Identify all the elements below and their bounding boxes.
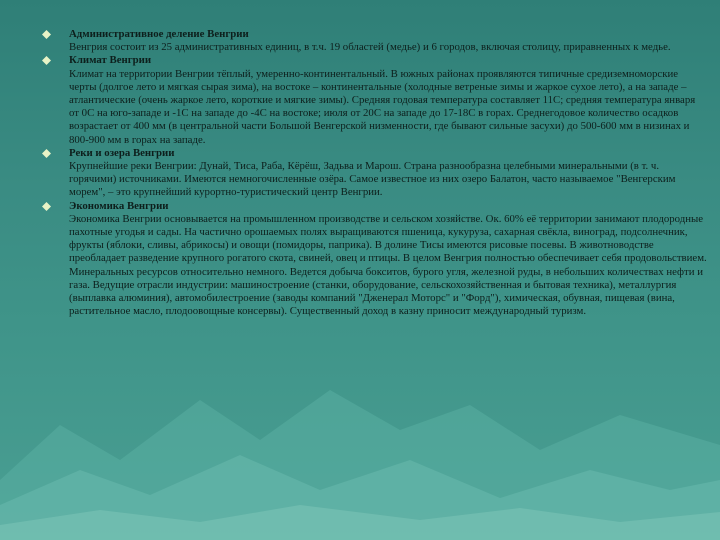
slide-content (42, 28, 707, 318)
section-administrative (42, 28, 707, 54)
section-text: Венгрия состоит из 25 административных единиц, в т.ч. 19 областей (медье) и 6 городов, включая столицу, приравненных к медье. (69, 41, 671, 54)
section-rivers-lakes (42, 147, 707, 200)
background-mountains (0, 330, 720, 540)
diamond-bullet-icon (42, 202, 51, 211)
section-economy (42, 200, 707, 319)
section-text: Крупнейшие реки Венгрии: Дунай, Тиса, Раба, Кёрёш, Задьва и Марош. Страна разнообразна целебными минеральными (в т. ч. горячими) источниками. Имеются немногочисленные озёра. Самое известное из них озеро Балатон, часто называемое "Венгерским морем", – это крупнейший курортно-туристический центр Венгрии. (69, 160, 676, 199)
section-text: Климат на территории Венгрии тёплый, умеренно-континентальный. В южных районах проявляются типичные средиземноморские черты (долгое лето и мягкая сырая зима), на востоке – континентальные (холодные ветреные зимы и жаркое сухое лето), а на западе – атлантические (очень жаркое лето, короткие и мягкие зимы). Средняя годовая температура составляет 11С; средняя температура января от 0С на юго-западе и -1С на западе до -4С на востоке; июля от 20С на западе до 17-18С в горах. Среднегодовое количество осадков возрастает от 400 мм (в центральной части Большой Венгерской низменности, где бывают сильные засухи) до 500-600 мм в низинах и 800-900 мм в горах на западе. (69, 67, 696, 146)
diamond-bullet-icon (42, 30, 51, 39)
section-heading: Административное деление Венгрии (69, 28, 249, 40)
section-text: Экономика Венгрии основывается на промышленном производстве и сельском хозяйстве. Ок. 60% её территории занимают плодородные пахотные угодья и сады. На частично орошаемых полях выращиваются пшеница, кукуруза, сахарная свёкла, виноград, подсолнечник, фрукты (яблоки, сливы, абрикосы) и овощи (помидоры, паприка). В долине Тисы имеются рисовые посевы. В животноводстве преобладает разведение крупного рогатого скота, свиней, овец и птицы. В целом Венгрия полностью обеспечивает себя продовольствием. Минеральных ресурсов относительно немного. Ведется добыча бокситов, бурого угля, железной руды, в небольших количествах нефти и газа. Ведущие отрасли индустрии: машиностроение (станки, оборудование, сельскохозяйственная и бытовая техника), металлургия (выплавка алюминия), автомобилестроение (заводы компаний "Дженерал Моторс" и "Форд"), химическая, обувная, пищевая (вина, растительное масло, плодоовощные консервы). Существенный доход в казну приносит международный туризм. (69, 212, 707, 318)
diamond-bullet-icon (42, 149, 51, 158)
section-heading: Климат Венгрии (69, 54, 152, 67)
section-heading: Реки и озера Венгрии (69, 146, 175, 159)
section-climate (42, 54, 707, 146)
diamond-bullet-icon (42, 56, 51, 65)
section-heading: Экономика Венгрии (69, 199, 169, 212)
